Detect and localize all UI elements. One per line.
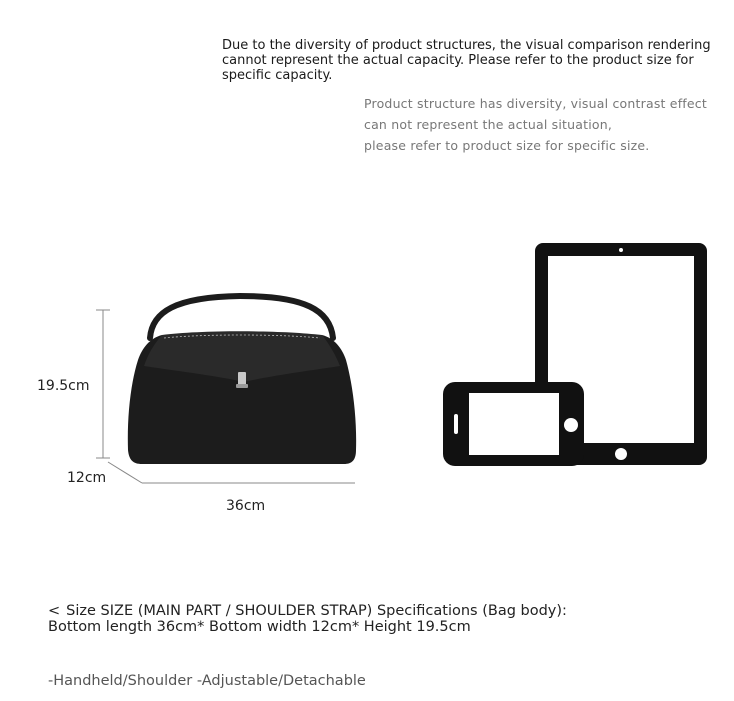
spec-line-2: Bottom length 36cm* Bottom width 12cm* Height 19.5cm (48, 619, 471, 635)
depth-label: 12cm (67, 470, 107, 486)
tablet-camera (619, 248, 623, 252)
notice-alt-line-3: please refer to product size for specific size. (364, 138, 650, 153)
chevron-left-icon: < (48, 603, 61, 619)
notice-line-2: cannot represent the actual capacity. Please refer to the product size for (222, 53, 694, 68)
size-specification (48, 603, 567, 635)
width-label: 36cm (226, 498, 266, 514)
notice-alt-line-2: can not represent the actual situation, (364, 117, 613, 132)
clasp-base (236, 384, 248, 388)
phone-speaker (454, 414, 458, 434)
phone-icon (443, 382, 584, 466)
notice-alt-line-1: Product structure has diversity, visual contrast effect (364, 96, 707, 111)
spec-line-1 (48, 603, 567, 619)
phone-home-button (564, 418, 578, 432)
tablet-home-button (615, 448, 627, 460)
height-label: 19.5cm (37, 378, 90, 394)
notice-line-1: Due to the diversity of product structures, the visual comparison rendering (222, 38, 711, 53)
depth-line (108, 462, 142, 483)
handbag-image (128, 296, 356, 464)
clasp-icon (238, 372, 246, 386)
spec-line-1-text: Size SIZE (MAIN PART / SHOULDER STRAP) Specifications (Bag body): (66, 603, 567, 619)
notice-line-3: specific capacity. (222, 68, 333, 83)
phone-screen (469, 393, 559, 455)
usage-modes: -Handheld/Shoulder -Adjustable/Detachable (48, 673, 366, 689)
